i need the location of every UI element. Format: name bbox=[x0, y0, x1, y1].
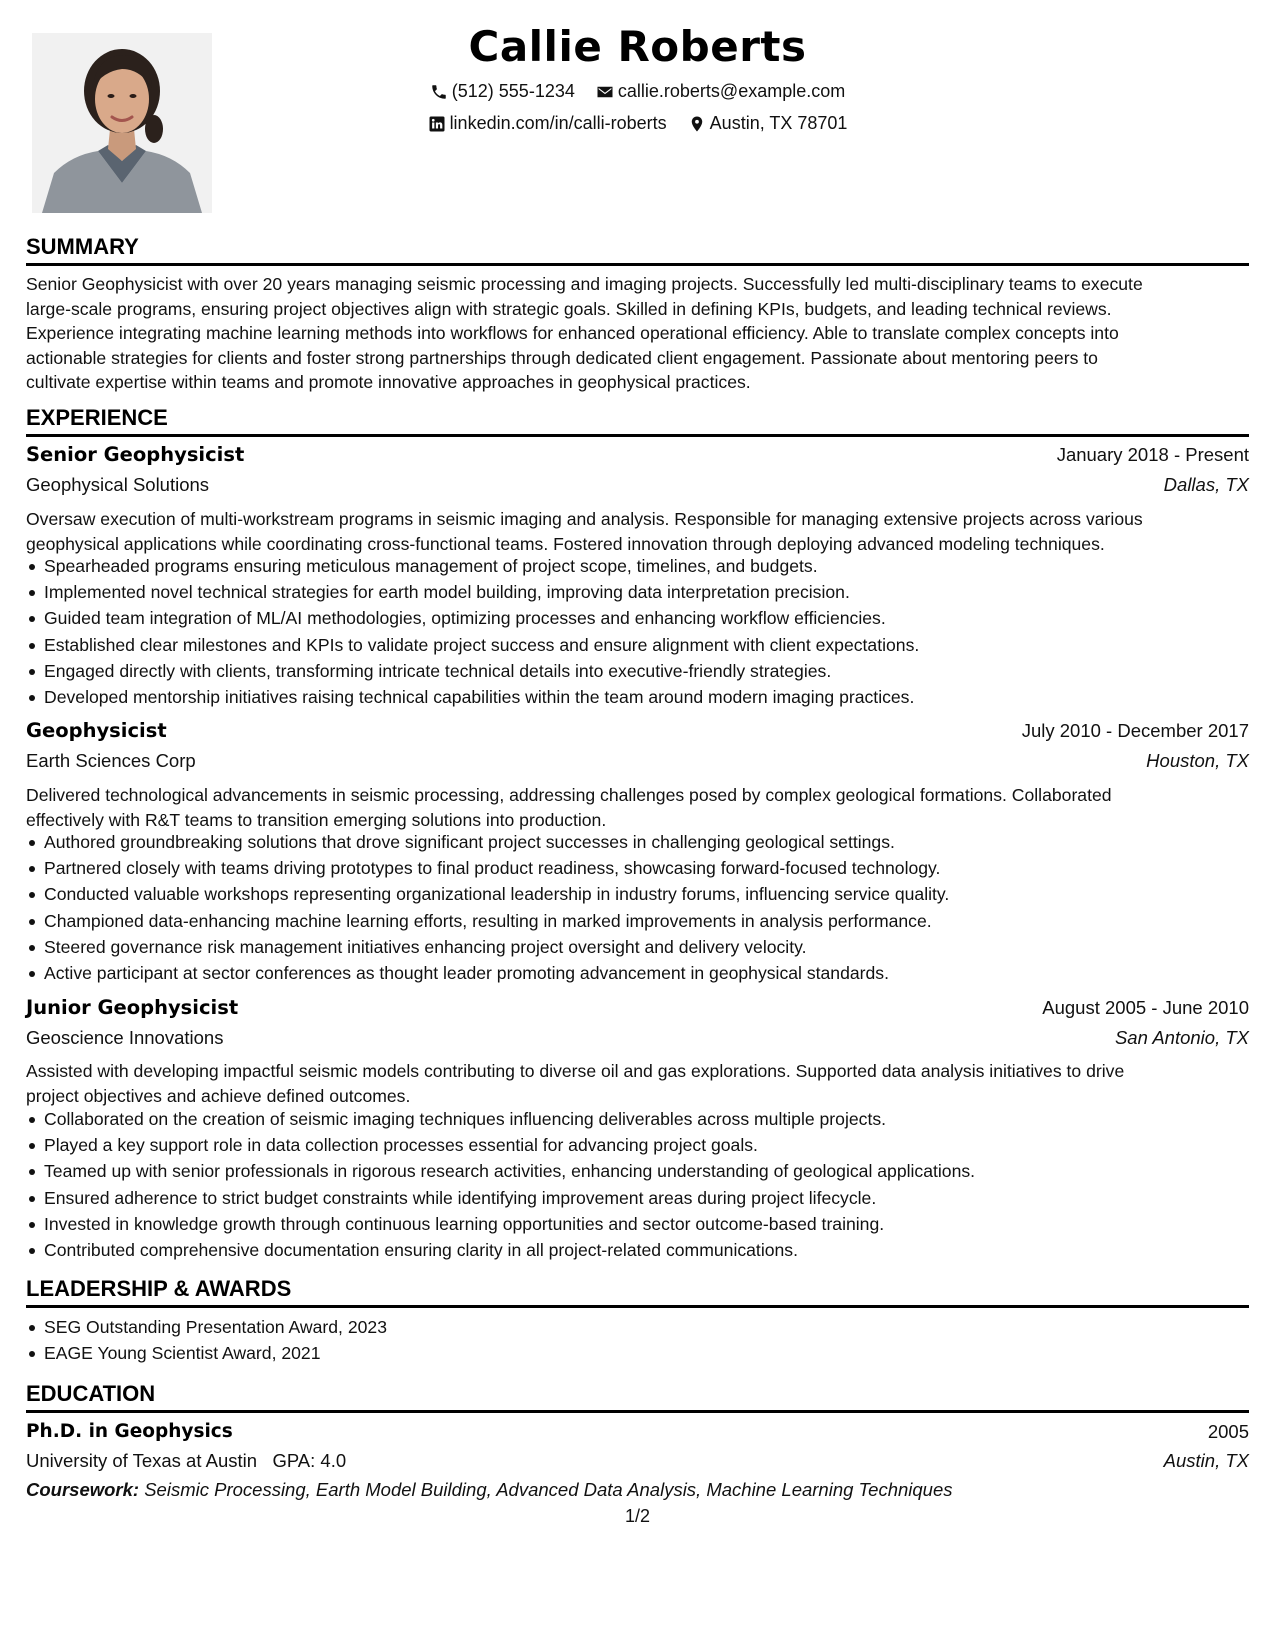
bullet-item: Established clear milestones and KPIs to validate project success and ensure alignment with client expectations. bbox=[44, 632, 1267, 658]
location-text: Austin, TX 78701 bbox=[709, 113, 848, 133]
experience-heading: EXPERIENCE bbox=[26, 405, 1249, 437]
email-text: callie.roberts@example.com bbox=[617, 81, 846, 101]
summary-line: cultivate expertise within teams and promote innovative approaches in geophysical practices. bbox=[26, 372, 751, 392]
summary-text bbox=[26, 272, 1249, 395]
contact-linkedin[interactable] bbox=[428, 113, 667, 134]
bullet-item: Invested in knowledge growth through continuous learning opportunities and sector outcome-based training. bbox=[44, 1211, 1267, 1237]
award-item: EAGE Young Scientist Award, 2021 bbox=[44, 1340, 1267, 1366]
linkedin-icon bbox=[428, 115, 446, 133]
bullet-item: Developed mentorship initiatives raising technical capabilities within the team around modern imaging practices. bbox=[44, 684, 1267, 710]
job-location: San Antonio, TX bbox=[1114, 1027, 1249, 1048]
bullet-item: Active participant at sector conferences as thought leader promoting advancement in geophysical standards. bbox=[44, 960, 1267, 986]
bullet-item: Played a key support role in data collection processes essential for advancing project goals. bbox=[44, 1132, 1267, 1158]
contact-email[interactable] bbox=[596, 81, 845, 102]
job-description-line: Assisted with developing impactful seismic models contributing to diverse oil and gas explorations. Supported data analysis initiatives to drive bbox=[26, 1061, 1125, 1081]
phone-icon bbox=[430, 83, 448, 101]
job-title: Junior Geophysicist bbox=[26, 996, 239, 1019]
job-description-line: geophysical applications while coordinating cross-functional teams. Fostered innovation through deploying advanced modeling techniques. bbox=[26, 533, 1105, 554]
job-description bbox=[26, 783, 1249, 832]
gpa: GPA: 4.0 bbox=[272, 1450, 347, 1471]
bullet-item: Championed data-enhancing machine learning efforts, resulting in marked improvements in analysis performance. bbox=[44, 908, 1267, 934]
job-dates: July 2010 - December 2017 bbox=[1021, 720, 1249, 741]
award-item: SEG Outstanding Presentation Award, 2023 bbox=[44, 1314, 1267, 1340]
contact-row-2 bbox=[26, 113, 1249, 138]
bullet-item: Contributed comprehensive documentation ensuring clarity in all project-related communications. bbox=[44, 1237, 1267, 1263]
coursework bbox=[26, 1479, 953, 1501]
job-dates: August 2005 - June 2010 bbox=[1042, 997, 1249, 1018]
awards-heading: LEADERSHIP & AWARDS bbox=[26, 1276, 1249, 1308]
bullet-item: Conducted valuable workshops representing organizational leadership in industry forums, influencing service quality. bbox=[44, 881, 1267, 907]
job-description bbox=[26, 507, 1249, 556]
linkedin-text: linkedin.com/in/calli-roberts bbox=[449, 113, 667, 133]
page-number: 1/2 bbox=[624, 1506, 651, 1526]
school-location: Austin, TX bbox=[1163, 1450, 1249, 1471]
bullet-item: Engaged directly with clients, transforming intricate technical details into executive-friendly strategies. bbox=[44, 658, 1267, 684]
job-bullets bbox=[26, 1106, 1267, 1263]
map-pin-icon bbox=[688, 115, 706, 133]
job-bullets bbox=[26, 553, 1267, 710]
bullet-item: Ensured adherence to strict budget constraints while identifying improvement areas during project lifecycle. bbox=[44, 1185, 1267, 1211]
job-company: Geophysical Solutions bbox=[26, 474, 210, 495]
bullet-item: Guided team integration of ML/AI methodologies, optimizing processes and enhancing workflow efficiencies. bbox=[44, 605, 1267, 631]
job-description-line: project objectives and achieve defined outcomes. bbox=[26, 1085, 411, 1106]
awards-list bbox=[26, 1314, 1267, 1366]
job-company: Earth Sciences Corp bbox=[26, 750, 196, 771]
phone-text: (512) 555-1234 bbox=[451, 81, 575, 101]
education-detail bbox=[26, 1450, 346, 1472]
job-company: Geoscience Innovations bbox=[26, 1027, 224, 1048]
envelope-icon bbox=[596, 83, 614, 101]
candidate-name: Callie Roberts bbox=[468, 22, 807, 71]
education-heading: EDUCATION bbox=[26, 1381, 1249, 1413]
coursework-list: Seismic Processing, Earth Model Building, Advanced Data Analysis, Machine Learning Techniques bbox=[144, 1479, 953, 1500]
job-description bbox=[26, 1059, 1249, 1108]
job-title: Senior Geophysicist bbox=[26, 443, 245, 466]
school-name: University of Texas at Austin bbox=[26, 1450, 258, 1471]
summary-heading: SUMMARY bbox=[26, 234, 1249, 266]
job-title: Geophysicist bbox=[26, 719, 167, 742]
contact-row-1 bbox=[26, 81, 1249, 106]
degree-year: 2005 bbox=[1207, 1421, 1249, 1442]
bullet-item: Implemented novel technical strategies for earth model building, improving data interpretation precision. bbox=[44, 579, 1267, 605]
job-dates: January 2018 - Present bbox=[1056, 444, 1249, 465]
job-location: Dallas, TX bbox=[1163, 474, 1249, 495]
job-description-line: Oversaw execution of multi-workstream programs in seismic imaging and analysis. Responsible for managing extensive projects across various bbox=[26, 509, 1143, 529]
coursework-label: Coursework: bbox=[26, 1479, 140, 1500]
job-description-line: Delivered technological advancements in seismic processing, addressing challenges posed by complex geological formations. Collaborated bbox=[26, 785, 1112, 805]
summary-line: actionable strategies for clients and foster strong partnerships through dedicated client engagement. Passionate about mentoring peers to bbox=[26, 347, 1098, 368]
job-location: Houston, TX bbox=[1146, 750, 1249, 771]
bullet-item: Authored groundbreaking solutions that drove significant project successes in challenging geological settings. bbox=[44, 829, 1267, 855]
bullet-item: Partnered closely with teams driving prototypes to final product readiness, showcasing forward-focused technology. bbox=[44, 855, 1267, 881]
summary-line: Senior Geophysicist with over 20 years managing seismic processing and imaging projects. Successfully led multi-disciplinary teams to execute bbox=[26, 274, 1143, 294]
bullet-item: Teamed up with senior professionals in rigorous research activities, enhancing understanding of geological applications. bbox=[44, 1158, 1267, 1184]
bullet-item: Spearheaded programs ensuring meticulous management of project scope, timelines, and budgets. bbox=[44, 553, 1267, 579]
summary-line: large-scale programs, ensuring project objectives align with strategic goals. Skilled in defining KPIs, budgets, and leading technical reviews. bbox=[26, 298, 1112, 319]
degree-title: Ph.D. in Geophysics bbox=[26, 1421, 233, 1442]
contact-location bbox=[688, 113, 848, 134]
job-description-line: effectively with R&T teams to transition emerging solutions into production. bbox=[26, 809, 607, 830]
summary-line: Experience integrating machine learning methods into workflows for enhanced operational efficiency. Able to translate complex concepts into bbox=[26, 323, 1119, 343]
bullet-item: Steered governance risk management initiatives enhancing project oversight and delivery velocity. bbox=[44, 934, 1267, 960]
job-bullets bbox=[26, 829, 1267, 986]
resume-page bbox=[26, 0, 1249, 1650]
bullet-item: Collaborated on the creation of seismic imaging techniques influencing deliverables across multiple projects. bbox=[44, 1106, 1267, 1132]
contact-phone[interactable] bbox=[430, 81, 575, 102]
